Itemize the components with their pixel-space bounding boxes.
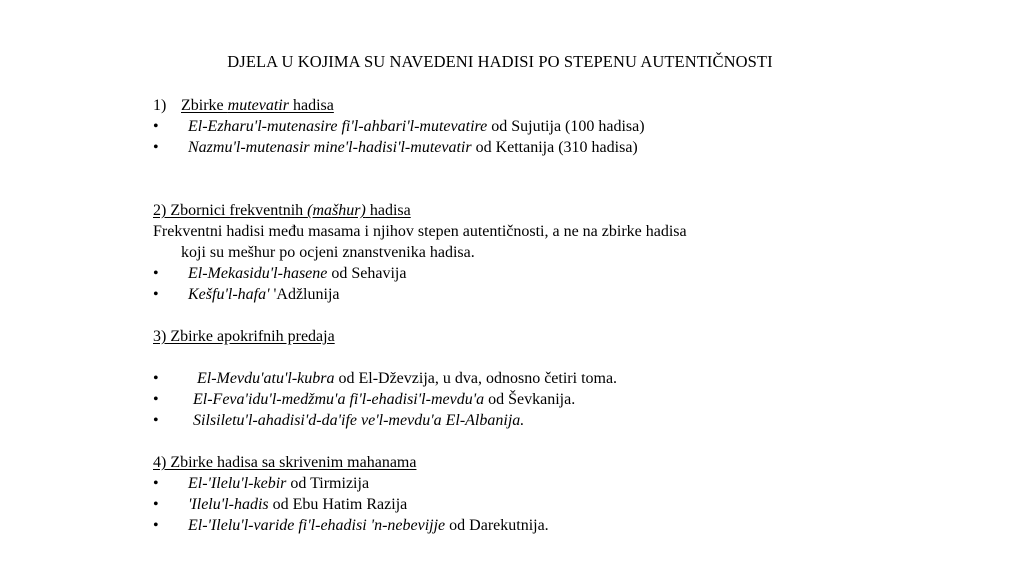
document-title: DJELA U KOJIMA SU NAVEDENI HADISI PO STEPENU AUTENTIČNOSTI <box>227 52 773 71</box>
work-title: 'Ilelu'l-hadis <box>188 496 269 513</box>
section2-heading-pre: 2) Zbornici frekventnih <box>153 202 308 219</box>
bullet-icon: • <box>153 475 159 492</box>
list-item <box>153 473 993 494</box>
section4-heading-text: 4) Zbirke hadisa sa skrivenim mahanama <box>153 454 417 471</box>
section1-heading-text <box>181 97 334 114</box>
work-title: El-'Ilelu'l-varide fi'l-ehadisi 'n-nebevijje <box>188 517 446 534</box>
section2-heading-italic: (mašhur) <box>307 202 366 219</box>
section2-heading-text <box>153 202 411 219</box>
list-item <box>153 284 993 305</box>
list-item <box>153 515 993 536</box>
section1-number: 1) <box>153 97 167 114</box>
work-author: od Tirmizija <box>286 475 370 492</box>
work-title: Nazmu'l-mutenasir mine'l-hadisi'l-mutevatir <box>188 139 472 156</box>
work-author: od Ševkanija. <box>484 391 576 408</box>
list-item <box>153 410 993 431</box>
work-title: El-Feva'idu'l-medžmu'a fi'l-ehadisi'l-mevdu'a <box>193 391 485 408</box>
work-author: od Darekutnija. <box>445 517 549 534</box>
list-item <box>153 494 993 515</box>
bullet-icon: • <box>153 118 159 135</box>
work-title: El-Mekasidu'l-hasene <box>188 265 328 282</box>
section1-heading-post: hadisa <box>288 97 334 114</box>
section1-heading-italic: mutevatir <box>227 97 289 114</box>
list-item <box>153 389 993 410</box>
section1-heading <box>153 95 993 116</box>
section3-heading <box>153 326 993 347</box>
work-author: od Sehavija <box>327 265 407 282</box>
bullet-icon: • <box>153 139 159 156</box>
section2-heading <box>153 200 993 221</box>
work-author: od Kettanija (310 hadisa) <box>471 139 638 156</box>
section2-paragraph-line1: Frekventni hadisi među masama i njihov stepen autentičnosti, a ne na zbirke hadisa <box>153 223 687 240</box>
section3-heading-text: 3) Zbirke apokrifnih predaja <box>153 328 335 345</box>
work-author: od Ebu Hatim Razija <box>268 496 408 513</box>
section1-heading-pre: Zbirke <box>181 97 228 114</box>
bullet-icon: • <box>153 265 159 282</box>
section2-heading-post: hadisa <box>365 202 411 219</box>
section4-heading <box>153 452 993 473</box>
list-item <box>153 368 993 389</box>
section2-paragraph-line2: koji su mešhur po ocjeni znanstvenika hadisa. <box>181 244 475 261</box>
work-title: El-Ezharu'l-mutenasire fi'l-ahbari'l-mutevatire <box>188 118 488 135</box>
work-author: 'Adžlunija <box>269 286 340 303</box>
work-author: od Sujutija (100 hadisa) <box>487 118 645 135</box>
bullet-icon: • <box>153 391 159 408</box>
work-title: El-'Ilelu'l-kebir <box>188 475 287 492</box>
document-body <box>153 95 993 536</box>
work-title: Silsiletu'l-ahadisi'd-da'ife ve'l-mevdu'a El-Albanija. <box>193 412 525 429</box>
list-item <box>153 116 993 137</box>
bullet-icon: • <box>153 286 159 303</box>
bullet-icon: • <box>153 517 159 534</box>
work-author: od El-Dževzija, u dva, odnosno četiri toma. <box>334 370 618 387</box>
bullet-icon: • <box>153 412 159 429</box>
work-title: Kešfu'l-hafa' <box>188 286 270 303</box>
bullet-icon: • <box>153 496 159 513</box>
bullet-icon: • <box>153 370 159 387</box>
list-item <box>153 263 993 284</box>
work-title: El-Mevdu'atu'l-kubra <box>197 370 335 387</box>
list-item <box>153 137 993 158</box>
